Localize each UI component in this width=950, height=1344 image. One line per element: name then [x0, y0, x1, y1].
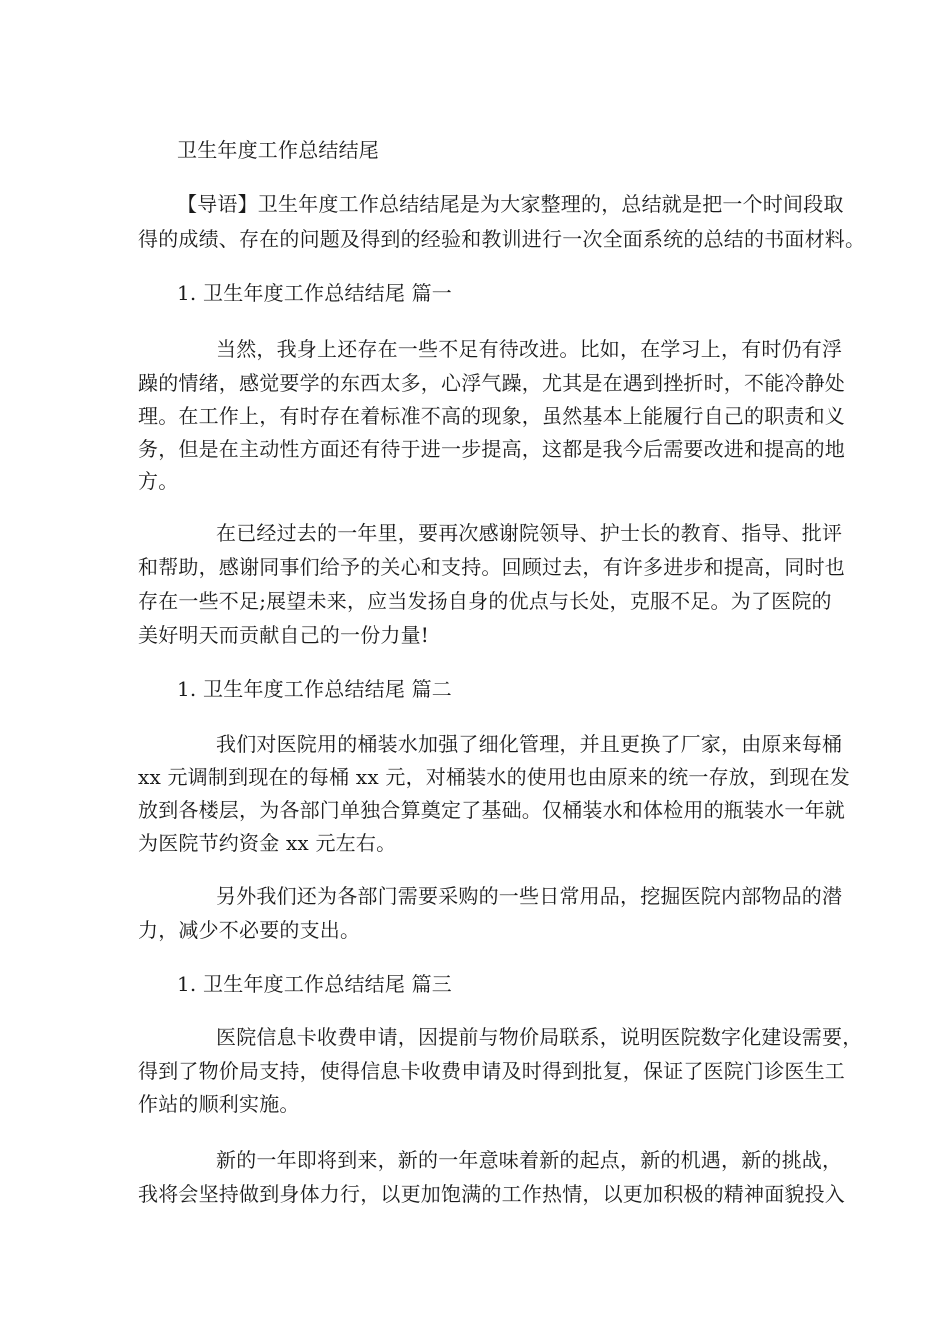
paragraph-line: 力，减少不必要的支出。	[138, 918, 361, 942]
paragraph-line: 美好明天而贡献自己的一份力量!	[138, 623, 430, 647]
paragraph-line: 放到各楼层，为各部门单独合算奠定了基础。仅桶装水和体检用的瓶装水一年就	[138, 798, 845, 822]
section-heading: 1. 卫生年度工作总结结尾 篇三	[177, 972, 452, 996]
paragraph-line: 存在一些不足;展望未来，应当发扬自身的优点与长处，克服不足。为了医院的	[138, 589, 832, 613]
intro-line: 【导语】卫生年度工作总结结尾是为大家整理的，总结就是把一个时间段取	[177, 192, 844, 216]
paragraph-line: 得到了物价局支持，使得信息卡收费申请及时得到批复，保证了医院门诊医生工	[138, 1059, 845, 1083]
paragraph-line: 我将会坚持做到身体力行，以更加饱满的工作热情，以更加积极的精神面貌投入	[138, 1182, 845, 1206]
paragraph-line: 务，但是在主动性方面还有待于进一步提高，这都是我今后需要改进和提高的地	[138, 437, 845, 461]
paragraph-line: 和帮助，感谢同事们给予的关心和支持。回顾过去，有许多进步和提高，同时也	[138, 555, 845, 579]
document-title: 卫生年度工作总结结尾	[177, 138, 379, 162]
intro-line: 得的成绩、存在的问题及得到的经验和教训进行一次全面系统的总结的书面材料。	[138, 227, 866, 251]
paragraph-line: 在已经过去的一年里，要再次感谢院领导、护士长的教育、指导、批评	[216, 521, 843, 545]
paragraph-line: 另外我们还为各部门需要采购的一些日常用品，挖掘医院内部物品的潜	[216, 884, 843, 908]
section-heading: 1. 卫生年度工作总结结尾 篇二	[177, 677, 452, 701]
paragraph-line: 躁的情绪，感觉要学的东西太多，心浮气躁，尤其是在遇到挫折时，不能冷静处	[138, 371, 845, 395]
paragraph-line: xx 元调制到现在的每桶 xx 元，对桶装水的使用也由原来的统一存放，到现在发	[138, 765, 850, 789]
paragraph-line: 医院信息卡收费申请，因提前与物价局联系，说明医院数字化建设需要，	[216, 1025, 863, 1049]
paragraph-line: 当然，我身上还存在一些不足有待改进。比如，在学习上，有时仍有浮	[216, 337, 843, 361]
section-heading: 1. 卫生年度工作总结结尾 篇一	[177, 281, 452, 305]
paragraph-line: 方。	[138, 469, 179, 493]
paragraph-line: 为医院节约资金 xx 元左右。	[138, 831, 397, 855]
paragraph-line: 我们对医院用的桶装水加强了细化管理，并且更换了厂家，由原来每桶	[216, 732, 843, 756]
paragraph-line: 理。在工作上，有时存在着标准不高的现象，虽然基本上能履行自己的职责和义	[138, 404, 845, 428]
paragraph-line: 作站的顺利实施。	[138, 1092, 300, 1116]
paragraph-line: 新的一年即将到来，新的一年意味着新的起点，新的机遇，新的挑战，	[216, 1148, 843, 1172]
